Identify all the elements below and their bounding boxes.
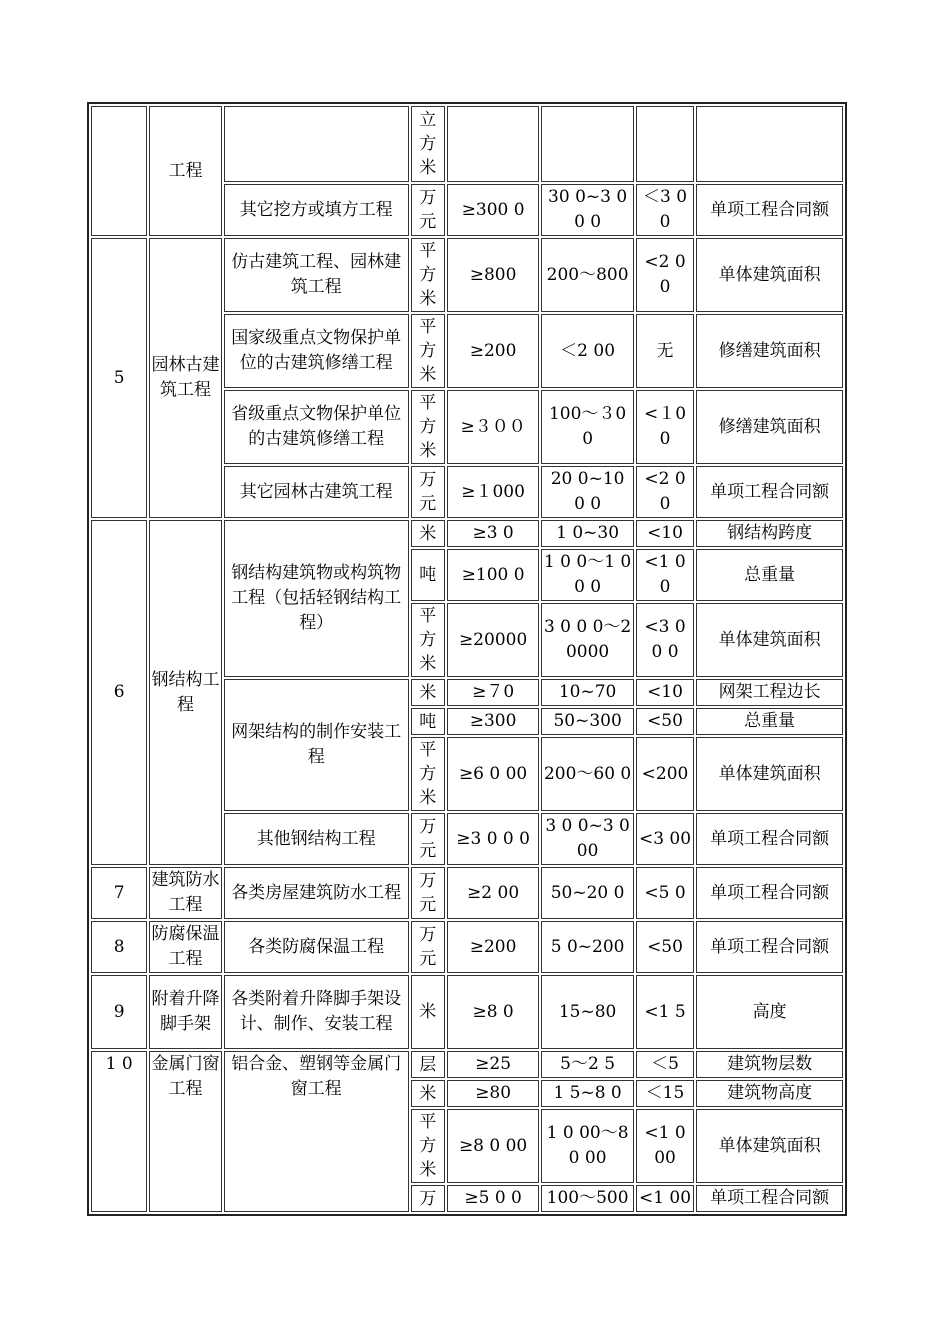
small-cell: <10 [636,679,694,706]
small-cell: <50 [636,921,694,973]
medium-cell: ＜2 00 [541,314,634,388]
small-cell: <1 0 0 [636,549,694,601]
medium-cell: 10~70 [541,679,634,706]
medium-cell: 200～800 [541,238,634,312]
medium-cell: 50~300 [541,708,634,735]
item-cell: 仿古建筑工程、园林建筑工程 [224,238,409,312]
unit-cell: 平方米 [411,1109,445,1183]
small-cell: ＜5 [636,1051,694,1078]
item-cell: 铝合金、塑钢等金属门窗工程 [224,1051,409,1212]
unit-cell: 吨 [411,549,445,601]
qualification-table [87,102,847,1216]
medium-cell: 1 0 0～1 0 0 0 [541,549,634,601]
item-cell: 各类附着升降脚手架设计、制作、安装工程 [224,975,409,1049]
item-cell: 各类房屋建筑防水工程 [224,867,409,919]
basis-cell: 总重量 [696,708,843,735]
unit-cell: 万元 [411,466,445,518]
item-cell: 国家级重点文物保护单位的古建筑修缮工程 [224,314,409,388]
medium-cell: 200～60 0 [541,737,634,811]
unit-cell: 平方米 [411,603,445,677]
unit-cell: 平方米 [411,238,445,312]
category-cell: 防腐保温工程 [149,921,221,973]
basis-cell: 修缮建筑面积 [696,390,843,464]
small-cell: <1 5 [636,975,694,1049]
large-cell: ≥8 0 00 [447,1109,540,1183]
medium-cell: 15~80 [541,975,634,1049]
small-cell: <1 0 00 [636,1109,694,1183]
basis-cell [696,106,843,182]
medium-cell: 1 0~30 [541,520,634,547]
large-cell: ≥300 [447,708,540,735]
medium-cell [541,106,634,182]
small-cell: <10 [636,520,694,547]
small-cell: <3 0 0 0 [636,603,694,677]
unit-cell: 万元 [411,184,445,236]
large-cell: ≥80 [447,1080,540,1107]
basis-cell: 单项工程合同额 [696,813,843,865]
unit-cell: 米 [411,975,445,1049]
large-cell: ≥25 [447,1051,540,1078]
basis-cell: 单项工程合同额 [696,1185,843,1212]
medium-cell: 5 0~200 [541,921,634,973]
row-number-cell: 5 [91,238,147,518]
small-cell [636,106,694,182]
large-cell: ≥2 00 [447,867,540,919]
large-cell: ≥300 0 [447,184,540,236]
large-cell: ≥７0 [447,679,540,706]
unit-cell: 层 [411,1051,445,1078]
unit-cell: 万元 [411,921,445,973]
basis-cell: 建筑物高度 [696,1080,843,1107]
large-cell: ≥３００ [447,390,540,464]
medium-cell: 50~20 0 [541,867,634,919]
category-cell: 工程 [149,106,221,236]
row-number-cell: 6 [91,520,147,865]
unit-cell: 平方米 [411,390,445,464]
unit-cell: 米 [411,679,445,706]
medium-cell: 3 0 0 0～2 0000 [541,603,634,677]
large-cell: ≥3 0 0 0 [447,813,540,865]
basis-cell: 钢结构跨度 [696,520,843,547]
medium-cell: 30 0~3 0 0 0 [541,184,634,236]
small-cell: <2 0 0 [636,466,694,518]
small-cell: <１0 0 [636,390,694,464]
medium-cell: 100～３0 0 [541,390,634,464]
category-cell: 附着升降脚手架 [149,975,221,1049]
row-number-cell: 1 0 [91,1051,147,1212]
large-cell: ≥200 [447,314,540,388]
item-cell: 省级重点文物保护单位的古建筑修缮工程 [224,390,409,464]
medium-cell: 1 0 00～8 0 00 [541,1109,634,1183]
category-cell: 建筑防水工程 [149,867,221,919]
unit-cell: 吨 [411,708,445,735]
basis-cell: 修缮建筑面积 [696,314,843,388]
large-cell: ≥200 [447,921,540,973]
small-cell: ＜15 [636,1080,694,1107]
large-cell: ≥20000 [447,603,540,677]
small-cell: <5 0 [636,867,694,919]
large-cell [447,106,540,182]
small-cell: <1 00 [636,1185,694,1212]
item-cell: 其它挖方或填方工程 [224,184,409,236]
basis-cell: 单项工程合同额 [696,466,843,518]
item-cell [224,106,409,182]
small-cell: <200 [636,737,694,811]
small-cell: <50 [636,708,694,735]
medium-cell: 20 0~10 0 0 [541,466,634,518]
row-number-cell: 8 [91,921,147,973]
unit-cell: 米 [411,1080,445,1107]
large-cell: ≥3 0 [447,520,540,547]
large-cell: ≥１000 [447,466,540,518]
basis-cell: 单体建筑面积 [696,1109,843,1183]
medium-cell: 1 5~8 0 [541,1080,634,1107]
large-cell: ≥5 0 0 [447,1185,540,1212]
category-cell: 钢结构工程 [149,520,221,865]
unit-cell: 立方米 [411,106,445,182]
category-cell: 园林古建筑工程 [149,238,221,518]
row-number-cell [91,106,147,236]
basis-cell: 单项工程合同额 [696,184,843,236]
basis-cell: 网架工程边长 [696,679,843,706]
category-cell: 金属门窗工程 [149,1051,221,1212]
basis-cell: 单项工程合同额 [696,921,843,973]
basis-cell: 总重量 [696,549,843,601]
basis-cell: 高度 [696,975,843,1049]
item-cell: 其它园林古建筑工程 [224,466,409,518]
row-number-cell: 7 [91,867,147,919]
row-number-cell: 9 [91,975,147,1049]
large-cell: ≥800 [447,238,540,312]
small-cell: 无 [636,314,694,388]
large-cell: ≥8 0 [447,975,540,1049]
basis-cell: 单体建筑面积 [696,238,843,312]
small-cell: ＜3 00 [636,184,694,236]
small-cell: <3 00 [636,813,694,865]
medium-cell: 5～2 5 [541,1051,634,1078]
large-cell: ≥100 0 [447,549,540,601]
item-cell: 各类防腐保温工程 [224,921,409,973]
small-cell: <2 0 0 [636,238,694,312]
unit-cell: 万元 [411,813,445,865]
unit-cell: 万 [411,1185,445,1212]
unit-cell: 平方米 [411,314,445,388]
unit-cell: 万元 [411,867,445,919]
unit-cell: 米 [411,520,445,547]
large-cell: ≥6 0 00 [447,737,540,811]
basis-cell: 单体建筑面积 [696,737,843,811]
basis-cell: 单项工程合同额 [696,867,843,919]
item-cell: 其他钢结构工程 [224,813,409,865]
basis-cell: 建筑物层数 [696,1051,843,1078]
basis-cell: 单体建筑面积 [696,603,843,677]
item-cell: 钢结构建筑物或构筑物工程（包括轻钢结构工程） [224,520,409,677]
medium-cell: 3 0 0~3 0 00 [541,813,634,865]
unit-cell: 平方米 [411,737,445,811]
item-cell: 网架结构的制作安装工程 [224,679,409,811]
medium-cell: 100～500 [541,1185,634,1212]
